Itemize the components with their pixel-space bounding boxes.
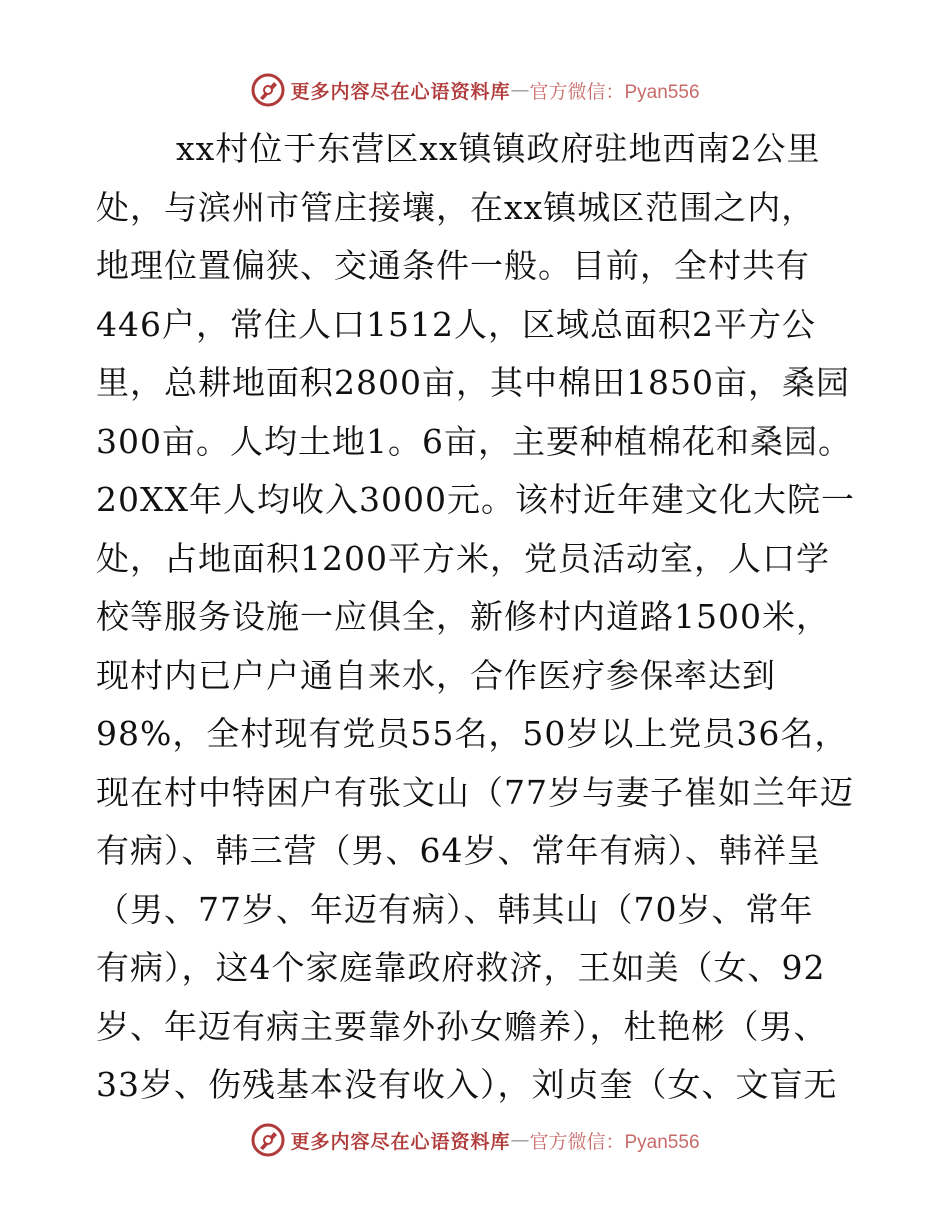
body-line: （男、77岁、年迈有病）、韩其山（70岁、常年 <box>96 889 814 929</box>
body-line: 446户，常住人口1512人，区域总面积2平方公 <box>96 304 816 344</box>
body-line: 33岁、伤残基本没有收入），刘贞奎（女、文盲无 <box>96 1065 838 1104</box>
watermark-header <box>0 70 950 110</box>
document-body <box>96 120 866 1115</box>
body-line: 有病）、韩三营（男、64岁、常年有病）、韩祥呈 <box>96 831 821 870</box>
body-line: 里，总耕地面积2800亩，其中棉田1850亩，桑园 <box>96 363 850 402</box>
watermark-footer <box>0 1120 950 1160</box>
watermark-account: 官方微信：Pyan556 <box>529 81 700 103</box>
watermark-separator: — <box>510 79 530 101</box>
body-line: 有病），这4个家庭靠政府救济，王如美（女、92 <box>96 948 826 987</box>
body-line: 岁、年迈有病主要靠外孙女赡养），杜艳彬（男、 <box>96 1006 828 1046</box>
body-line: xx村位于东营区xx镇镇政府驻地西南2公里 <box>176 129 821 168</box>
body-line: 处，与滨州市管庄接壤，在xx镇城区范围之内， <box>96 187 816 227</box>
watermark-account: 官方微信：Pyan556 <box>529 1131 700 1153</box>
watermark-text: 更多内容尽在心语资料库 <box>290 1130 511 1153</box>
body-line: 20XX年人均收入3000元。该村近年建文化大院一 <box>96 480 855 519</box>
watermark-text: 更多内容尽在心语资料库 <box>290 80 511 103</box>
body-line: 300亩。人均土地1。6亩，主要种植棉花和桑园。 <box>96 421 852 461</box>
body-line: 98%，全村现有党员55名，50岁以上党员36名， <box>96 714 849 753</box>
watermark-separator: — <box>510 1129 530 1151</box>
quill-circle-icon <box>250 1122 286 1158</box>
body-line: 现村内已户户通自来水，合作医疗参保率达到 <box>96 655 776 695</box>
body-line: 地理位置偏狭、交通条件一般。目前，全村共有 <box>96 246 810 285</box>
body-line: 现在村中特困户有张文山（77岁与妻子崔如兰年迈 <box>96 772 854 812</box>
body-line: 处，占地面积1200平方米，党员活动室，人口学 <box>96 538 830 578</box>
quill-circle-icon <box>250 72 286 108</box>
body-line: 校等服务设施一应俱全，新修村内道路1500米， <box>96 597 830 636</box>
